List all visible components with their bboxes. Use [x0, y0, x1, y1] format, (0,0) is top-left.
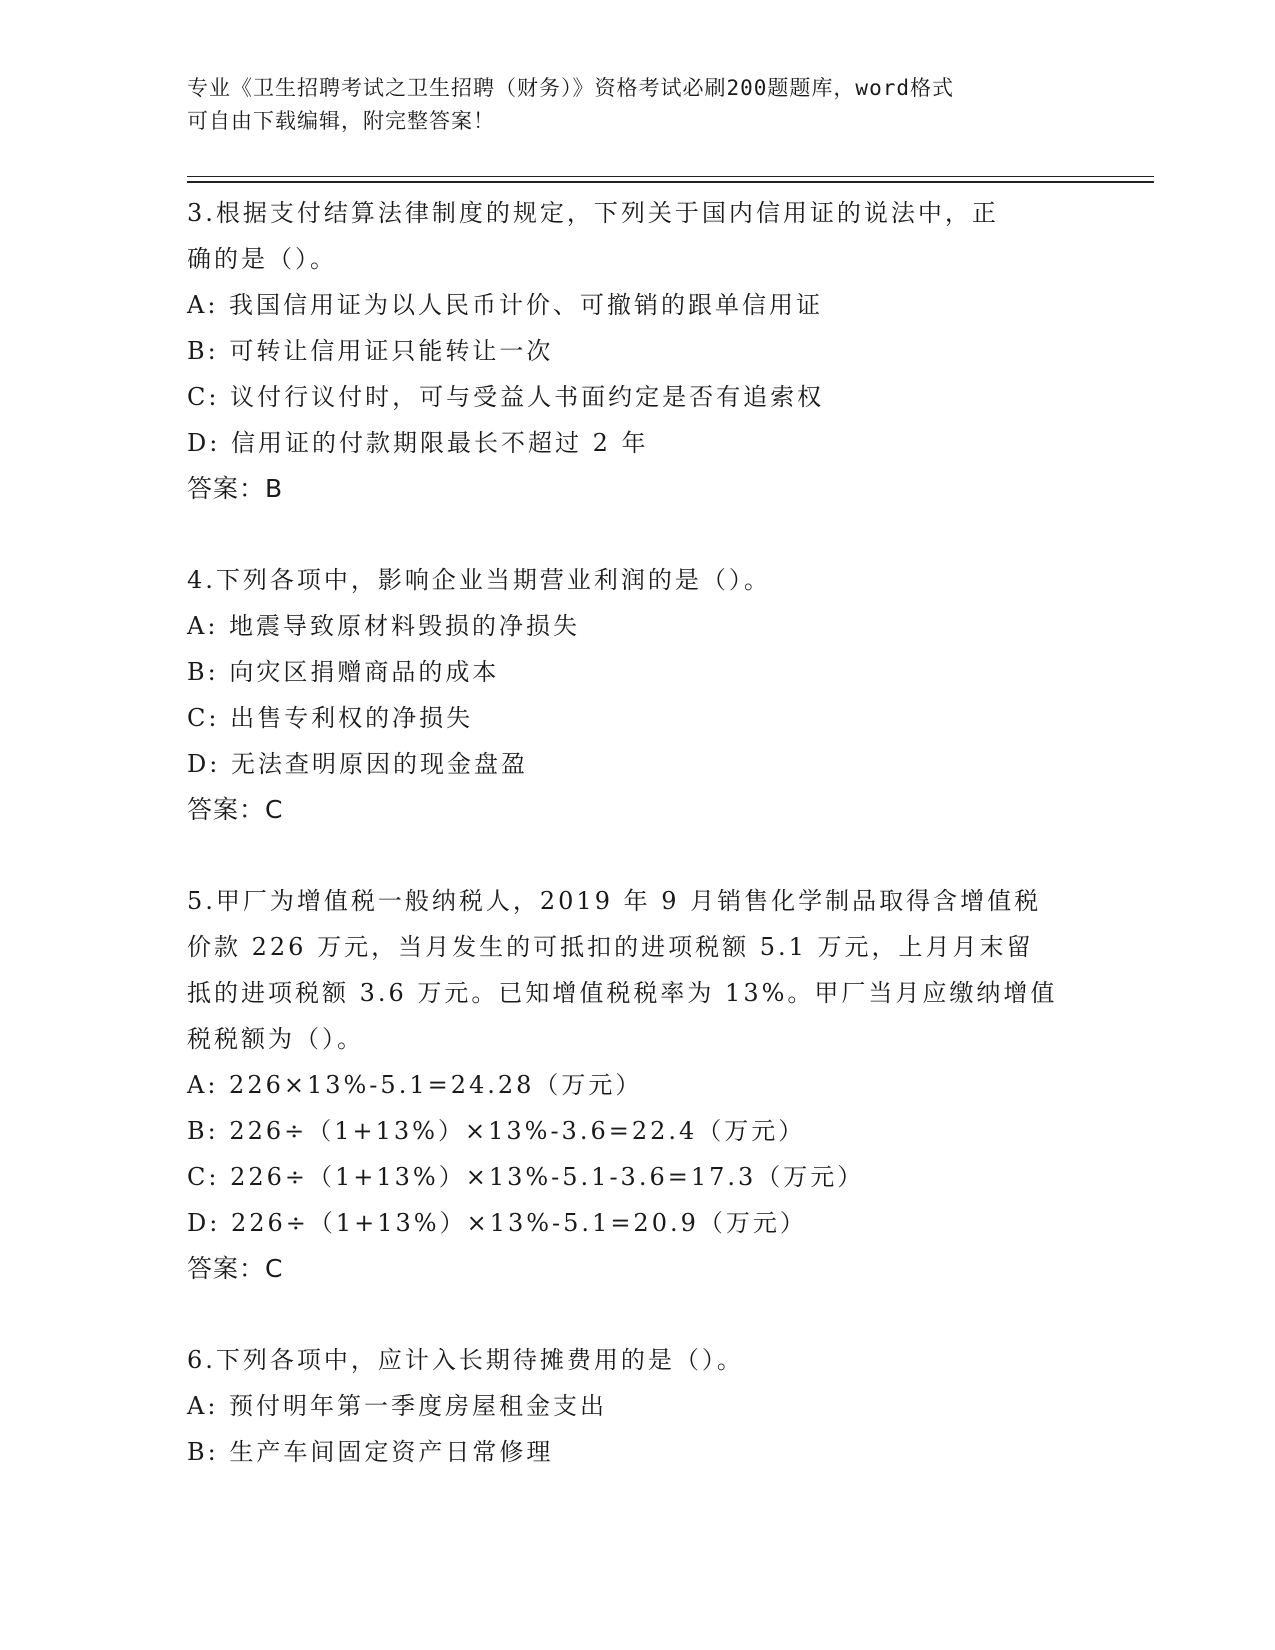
option-a: A: 预付明年第一季度房屋租金支出 [187, 1392, 608, 1420]
option-b: B: 向灾区捐赠商品的成本 [187, 658, 500, 686]
question-item [187, 190, 1087, 512]
header-line: 专业《卫生招聘考试之卫生招聘（财务）》资格考试必刷200题题库，word格式 [187, 76, 954, 100]
question-stem: 确的是（）。 [187, 245, 337, 273]
answer-line: 答案：C [187, 795, 284, 824]
question-stem: 5.甲厂为增值税一般纳税人，2019 年 9 月销售化学制品取得含增值税 [187, 887, 1042, 915]
option-a: A: 226×13%-5.1=24.28（万元） [187, 1071, 643, 1099]
question-stem: 6.下列各项中，应计入长期待摊费用的是（）。 [187, 1346, 744, 1374]
question-item [187, 1337, 1087, 1475]
option-d: D: 226÷（1+13%）×13%-5.1=20.9（万元） [187, 1209, 807, 1237]
question-item [187, 878, 1087, 1292]
header-divider [187, 176, 1154, 177]
option-a: A: 我国信用证为以人民币计价、可撤销的跟单信用证 [187, 291, 824, 319]
document-header [187, 72, 1067, 138]
question-stem: 4.下列各项中，影响企业当期营业利润的是（）。 [187, 566, 771, 594]
option-c: C: 议付行议付时，可与受益人书面约定是否有追索权 [187, 383, 825, 411]
option-d: D: 无法查明原因的现金盘盈 [187, 750, 528, 778]
header-divider [187, 181, 1154, 183]
question-list [187, 190, 1087, 1520]
question-stem: 抵的进项税额 3.6 万元。已知增值税税率为 13%。甲厂当月应缴纳增值 [187, 979, 1058, 1007]
option-b: B: 226÷（1+13%）×13%-3.6=22.4（万元） [187, 1117, 806, 1145]
option-b: B: 可转让信用证只能转让一次 [187, 337, 554, 365]
header-line: 可自由下载编辑，附完整答案！ [187, 109, 495, 133]
question-item [187, 557, 1087, 833]
answer-line: 答案：B [187, 474, 284, 503]
option-c: C: 226÷（1+13%）×13%-5.1-3.6=17.3（万元） [187, 1163, 865, 1191]
question-stem: 价款 226 万元，当月发生的可抵扣的进项税额 5.1 万元，上月月末留 [187, 933, 1034, 961]
answer-line: 答案：C [187, 1254, 284, 1283]
option-a: A: 地震导致原材料毁损的净损失 [187, 612, 581, 640]
option-d: D: 信用证的付款期限最长不超过 2 年 [187, 429, 649, 457]
option-b: B: 生产车间固定资产日常修理 [187, 1438, 554, 1466]
option-c: C: 出售专利权的净损失 [187, 704, 474, 732]
question-stem: 税税额为（）。 [187, 1025, 364, 1053]
question-stem: 3.根据支付结算法律制度的规定，下列关于国内信用证的说法中，正 [187, 199, 999, 227]
